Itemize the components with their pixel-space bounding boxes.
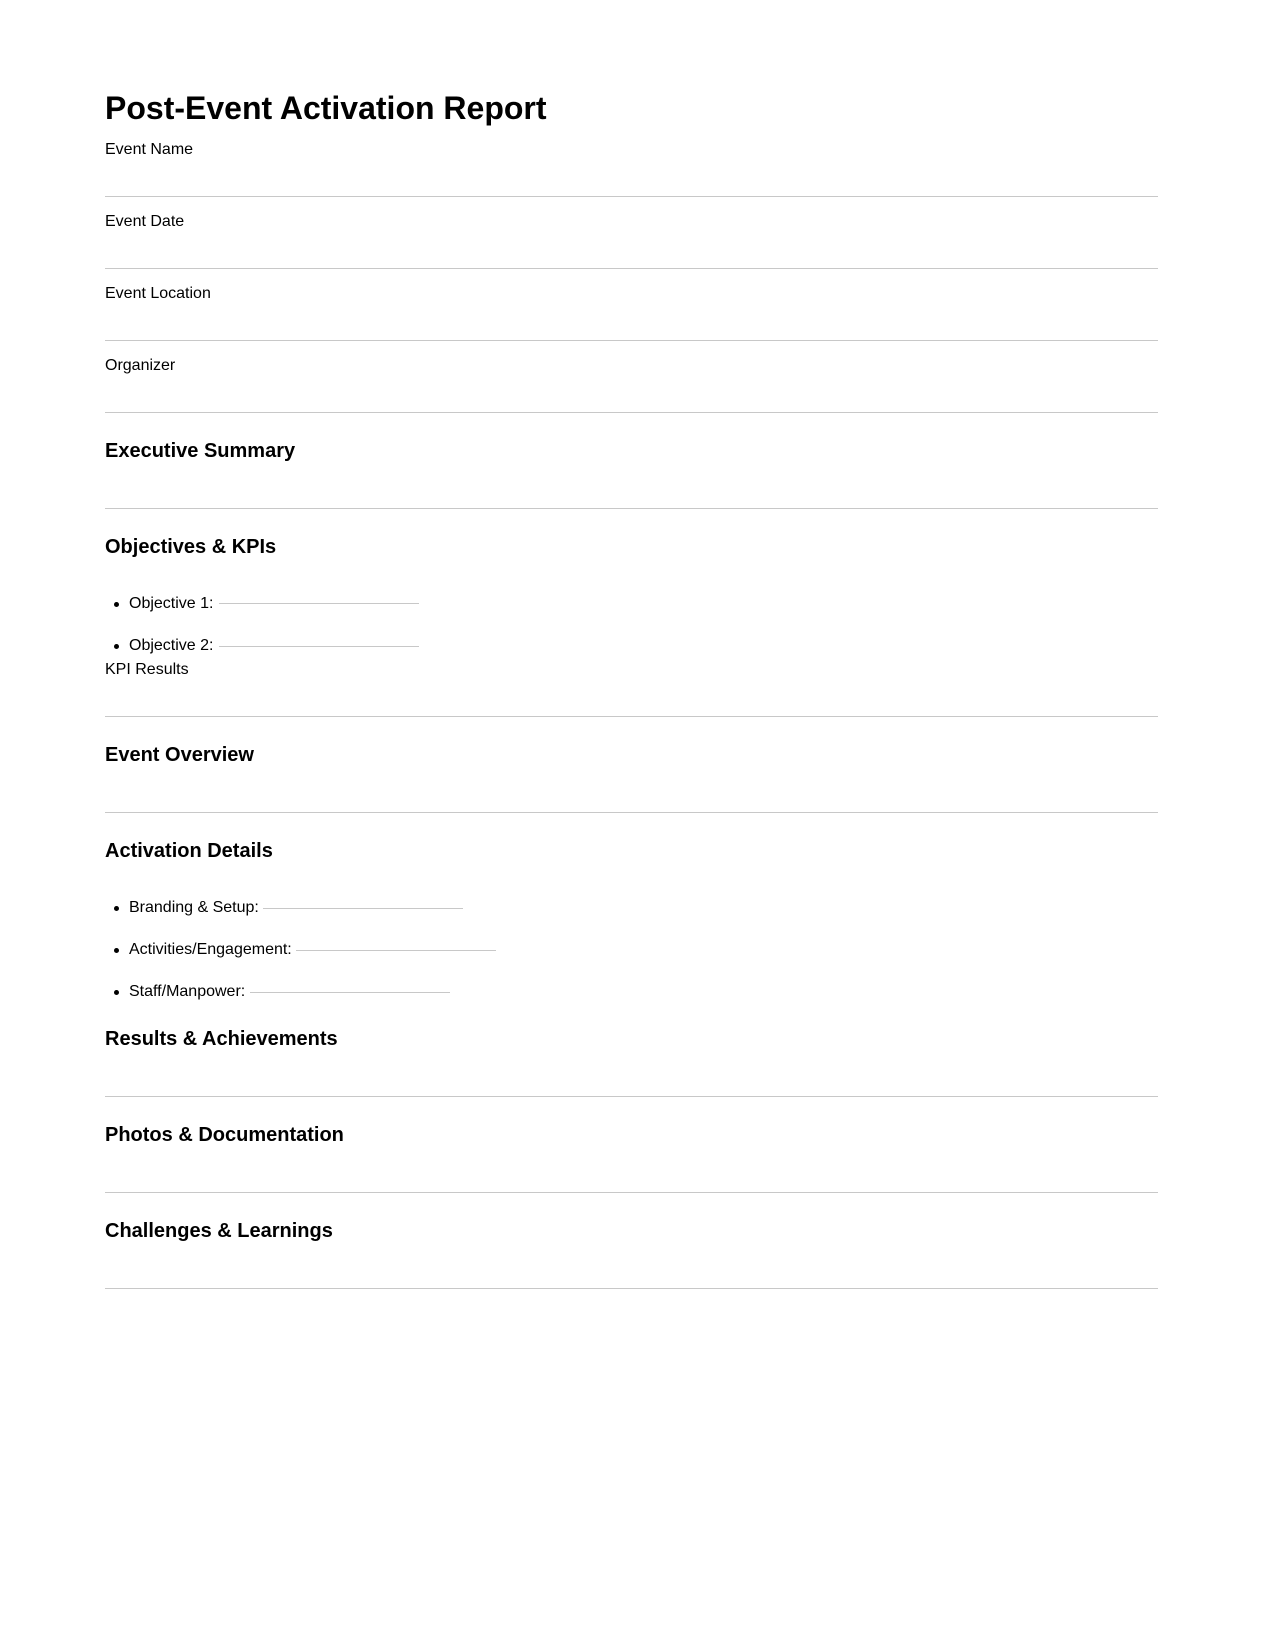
branding-setup-blank-line[interactable] [263,908,463,909]
bullet-dot [114,644,119,649]
section-divider [105,508,1158,509]
section-divider [105,1096,1158,1097]
staff-manpower-blank-line[interactable] [250,992,450,993]
field-label: Event Name [105,141,194,158]
section-heading-challenges: Challenges & Learnings [105,1220,333,1242]
section-divider [105,1288,1158,1289]
field-label: Event Location [105,285,211,302]
field-event-date[interactable] [105,212,1158,284]
section-heading-executive-summary: Executive Summary [105,440,296,462]
section-heading-activation-details: Activation Details [105,840,273,862]
page-title: Post-Event Activation Report [105,90,547,126]
field-label: Organizer [105,357,176,374]
field-event-name[interactable] [105,140,1158,212]
objective-1-blank-line[interactable] [219,603,419,604]
section-heading-objectives: Objectives & KPIs [105,536,277,558]
field-underline [105,268,1158,269]
field-label: Event Date [105,213,185,230]
section-heading-photos: Photos & Documentation [105,1124,344,1146]
list-item-label: Activities/Engagement: [129,941,292,958]
objective-2-blank-line[interactable] [219,646,419,647]
bullet-dot [114,990,119,995]
list-item-label: Branding & Setup: [129,899,259,916]
field-organizer[interactable] [105,356,1158,428]
list-item-label: Staff/Manpower: [129,983,246,1000]
field-event-location[interactable] [105,284,1158,356]
bullet-dot [114,948,119,953]
bullet-dot [114,906,119,911]
field-underline [105,340,1158,341]
list-item-label: Objective 2: [129,637,214,654]
section-heading-event-overview: Event Overview [105,744,254,766]
section-divider [105,716,1158,717]
section-divider [105,812,1158,813]
list-item-label: Objective 1: [129,595,214,612]
field-underline [105,412,1158,413]
section-heading-results: Results & Achievements [105,1028,338,1050]
activities-engagement-blank-line[interactable] [296,950,496,951]
bullet-dot [114,602,119,607]
kpi-results-label: KPI Results [105,661,189,678]
section-divider [105,1192,1158,1193]
field-underline [105,196,1158,197]
